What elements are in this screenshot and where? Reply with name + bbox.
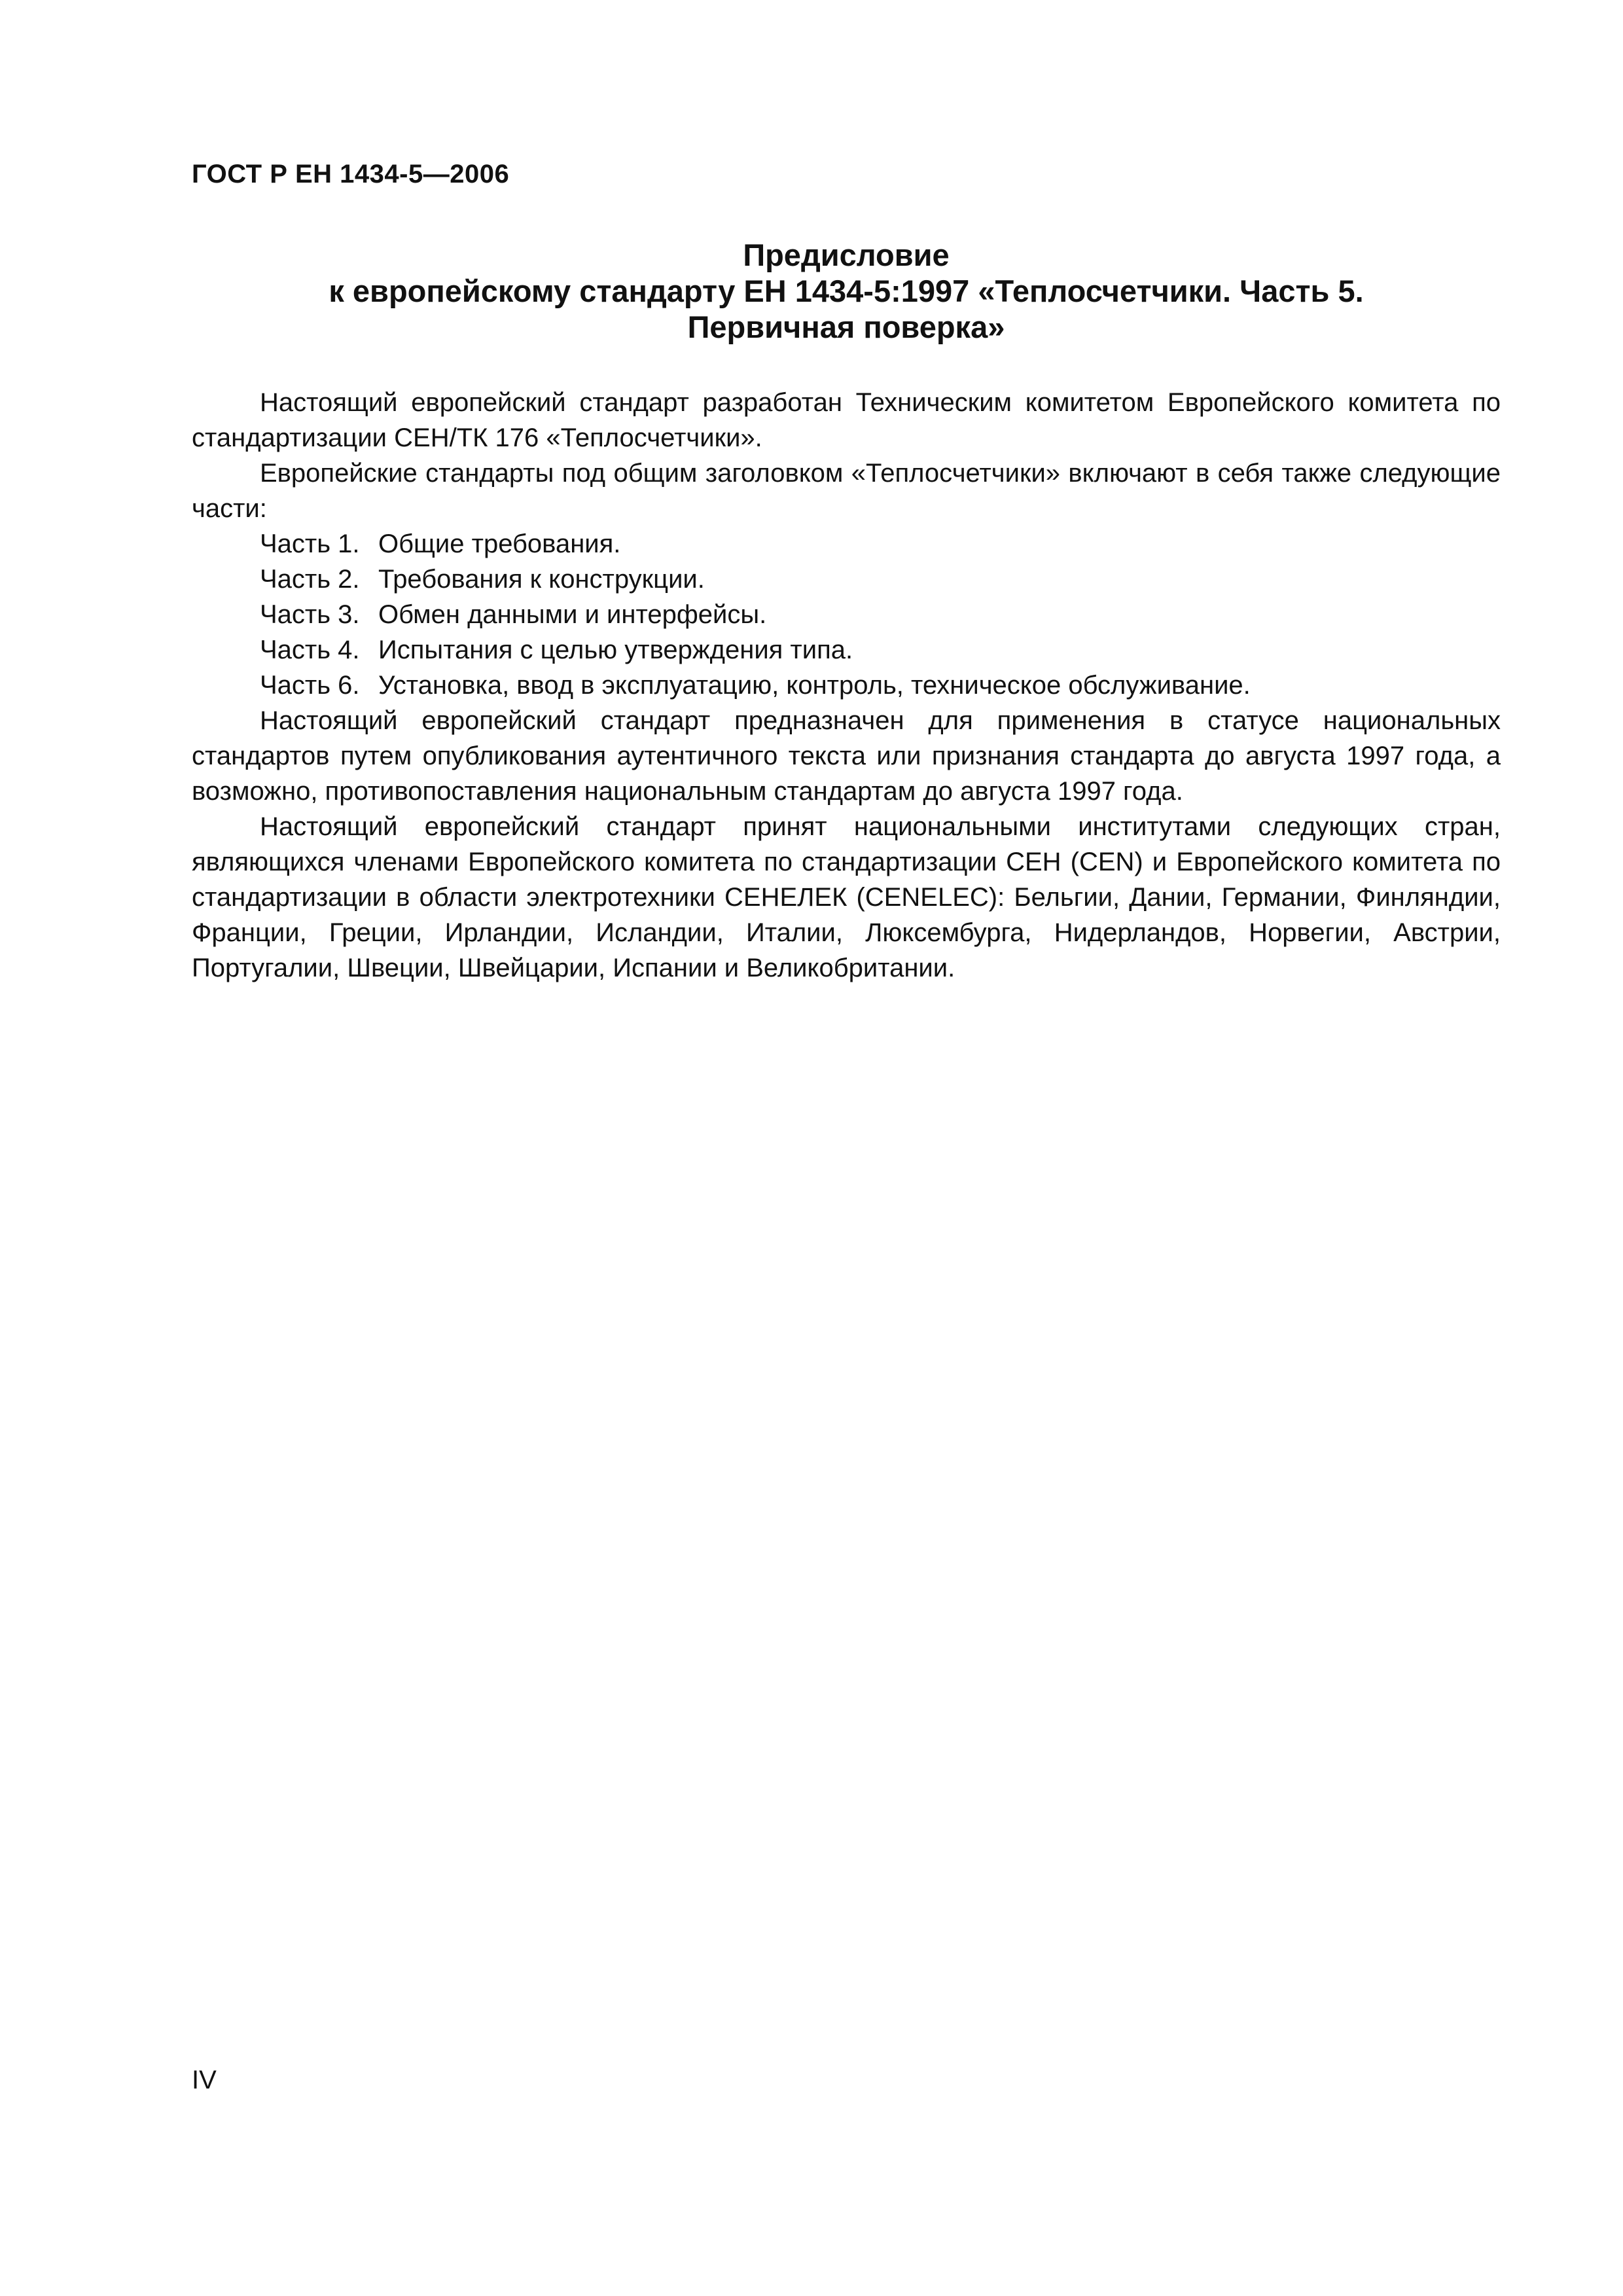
part-title: Общие требования. xyxy=(378,529,621,558)
title-line-1: Предисловие xyxy=(743,238,950,272)
part-number: Часть 1. xyxy=(260,529,360,558)
part-number: Часть 2. xyxy=(260,565,360,594)
paragraph-adoption: Настоящий европейский стандарт принят национальными институтами следующих стран, являющихся членами Европейского комитета по стандартизации СЕН (CEN) и Европейского комитета по стандартизации в области электротехники СЕНЕЛЕК (CENELEC): Бельгии, Дании, Германии, Финляндии, Франции, Греции, Ирландии, Исландии, Италии, Люксембурга, Нидерландов, Норвегии, Австрии, Португалии, Швеции, Швейцарии, Испании и Великобритании. xyxy=(192,812,1501,982)
paragraph-application: Настоящий европейский стандарт предназначен для применения в статусе национальных стандартов путем опубликования аутентичного текста или признания стандарта до августа 1997 года, а возможно, противопоставления национальным стандартам до августа 1997 года. xyxy=(192,706,1501,806)
page-number: IV xyxy=(192,2066,217,2094)
paragraph-developer: Настоящий европейский стандарт разработан Техническим комитетом Европейского комитета по стандартизации СЕН/ТК 176 «Теплосчетчики». xyxy=(192,388,1501,452)
list-item xyxy=(192,597,1501,632)
list-item xyxy=(192,632,1501,668)
paragraph-parts-intro: Европейские стандарты под общим заголовком «Теплосчетчики» включают в себя также следующие части: xyxy=(192,459,1501,523)
list-item xyxy=(192,562,1501,597)
part-number: Часть 6. xyxy=(260,671,360,700)
document-code: ГОСТ Р ЕН 1434-5—2006 xyxy=(192,160,510,188)
part-title: Установка, ввод в эксплуатацию, контроль, техническое обслуживание. xyxy=(378,671,1251,700)
part-title: Обмен данными и интерфейсы. xyxy=(378,600,767,629)
title-line-3: Первичная поверка» xyxy=(687,310,1005,344)
part-title: Испытания с целью утверждения типа. xyxy=(378,636,853,664)
foreword-title xyxy=(192,237,1501,345)
part-number: Часть 4. xyxy=(260,636,360,664)
list-item xyxy=(192,526,1501,562)
part-number: Часть 3. xyxy=(260,600,360,629)
list-item xyxy=(192,668,1501,703)
foreword-body xyxy=(192,385,1501,986)
part-title: Требования к конструкции. xyxy=(378,565,705,594)
title-line-2: к европейскому стандарту ЕН 1434-5:1997 «Теплосчетчики. Часть 5. xyxy=(329,274,1364,308)
